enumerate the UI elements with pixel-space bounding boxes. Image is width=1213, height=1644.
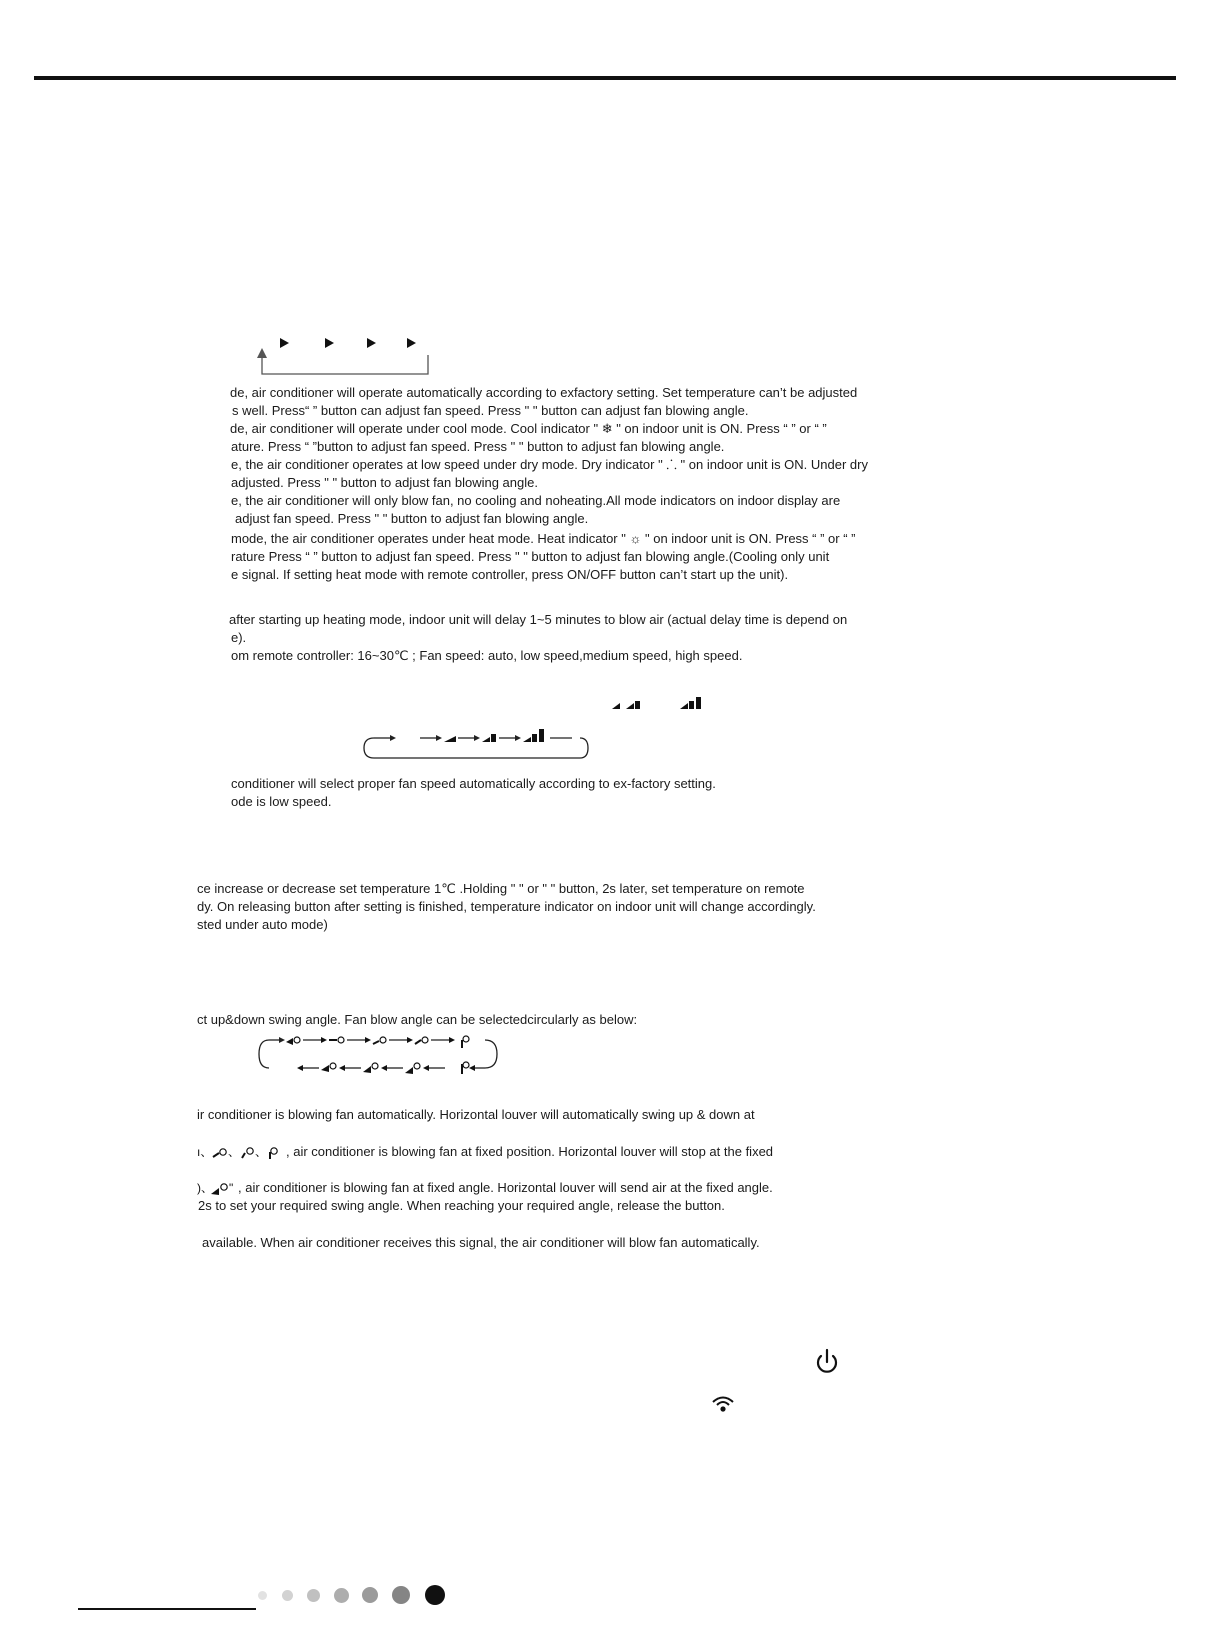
- svg-text:": ": [229, 1181, 234, 1195]
- fan-speed-cycle-diagram: [360, 728, 590, 764]
- progress-dot: [334, 1588, 349, 1603]
- progress-dot: [258, 1591, 267, 1600]
- mode-line: e signal. If setting heat mode with remote controller, press ON/OFF button can’t start up the unit).: [231, 567, 789, 582]
- swing-note-line: ir conditioner is blowing fan automatically. Horizontal louver will automatically swing up & down at: [197, 1107, 755, 1122]
- heat-note-line: after starting up heating mode, indoor unit will delay 1~5 minutes to blow air (actual delay time is depend on: [229, 612, 848, 627]
- swing-note-line: , air conditioner is blowing fan at fixed angle. Horizontal louver will send air at the fixed angle.: [238, 1180, 773, 1195]
- page-progress-dots: [258, 1582, 468, 1608]
- mode-line: e, the air conditioner will only blow fan, no cooling and noheating.All mode indicators on indoor display are: [231, 493, 841, 508]
- footer-rule: [78, 1608, 256, 1610]
- progress-dot: [362, 1587, 378, 1603]
- swing-note-line: , air conditioner is blowing fan at fixed position. Horizontal louver will stop at the fixed: [286, 1144, 774, 1159]
- mode-line: de, air conditioner will operate under cool mode. Cool indicator " ❄ " on indoor unit is ON. Press “ ” or “ ”: [230, 421, 827, 436]
- swing-note-line: available. When air conditioner receives this signal, the air conditioner will blow fan automatically.: [202, 1235, 760, 1250]
- svg-text:、: 、: [255, 1145, 268, 1159]
- mode-line: e, the air conditioner operates at low speed under dry mode. Dry indicator " ⸫ " on indoor unit is ON. Under dry: [231, 457, 868, 472]
- progress-dot: [282, 1590, 293, 1601]
- progress-dot: [392, 1586, 410, 1604]
- header-rule: [34, 76, 1176, 80]
- temp-note-line: ce increase or decrease set temperature 1℃ .Holding " " or " " button, 2s later, set temperature on remote: [197, 881, 805, 896]
- svg-text:)、: )、: [197, 1181, 213, 1195]
- mode-line: s well. Press“ ” button can adjust fan speed. Press " " button can adjust fan blowing angle.: [232, 403, 749, 418]
- mode-return-line: [250, 330, 430, 380]
- mode-line: rature Press “ ” button to adjust fan speed. Press " " button to adjust fan blowing angle.(Cooling only unit: [231, 549, 830, 564]
- signal-icon: [710, 1394, 736, 1414]
- power-icon: [814, 1348, 840, 1376]
- mode-line: ature. Press “ ”button to adjust fan speed. Press " " button to adjust fan blowing angle.: [231, 439, 725, 454]
- swing-intro: ct up&down swing angle. Fan blow angle can be selectedcircularly as below:: [197, 1012, 638, 1027]
- temp-note-line: sted under auto mode): [197, 917, 328, 932]
- svg-text:、: 、: [228, 1145, 241, 1159]
- progress-dot-active: [425, 1585, 445, 1605]
- mode-line: de, air conditioner will operate automatically according to exfactory setting. Set temperature can’t be adjusted: [230, 385, 858, 400]
- swing-position-icons: [197, 1144, 285, 1160]
- swing-note-line: 2s to set your required swing angle. When reaching your required angle, release the button.: [198, 1198, 725, 1213]
- fan-speed-icons: [612, 695, 712, 711]
- temp-note-line: dy. On releasing button after setting is finished, temperature indicator on indoor unit will change accordingly.: [197, 899, 816, 914]
- mode-line: mode, the air conditioner operates under heat mode. Heat indicator " ☼ " on indoor unit is ON. Press “ ” or “ ”: [231, 531, 856, 546]
- mode-cycle-diagram: [250, 330, 430, 380]
- svg-text:ı、: ı、: [197, 1145, 213, 1159]
- fan-note-line: ode is low speed.: [231, 794, 332, 809]
- heat-note-line: om remote controller: 16~30℃ ; Fan speed: auto, low speed,medium speed, high speed.: [231, 648, 743, 663]
- mode-line: adjust fan speed. Press " " button to adjust fan blowing angle.: [235, 511, 589, 526]
- swing-angle-icons: [197, 1180, 237, 1196]
- heat-note-line: e).: [231, 630, 247, 645]
- fan-note-line: conditioner will select proper fan speed automatically according to ex-factory setting.: [231, 776, 716, 791]
- swing-cycle-diagram: [255, 1032, 505, 1080]
- progress-dot: [307, 1589, 320, 1602]
- mode-line: adjusted. Press " " button to adjust fan blowing angle.: [231, 475, 538, 490]
